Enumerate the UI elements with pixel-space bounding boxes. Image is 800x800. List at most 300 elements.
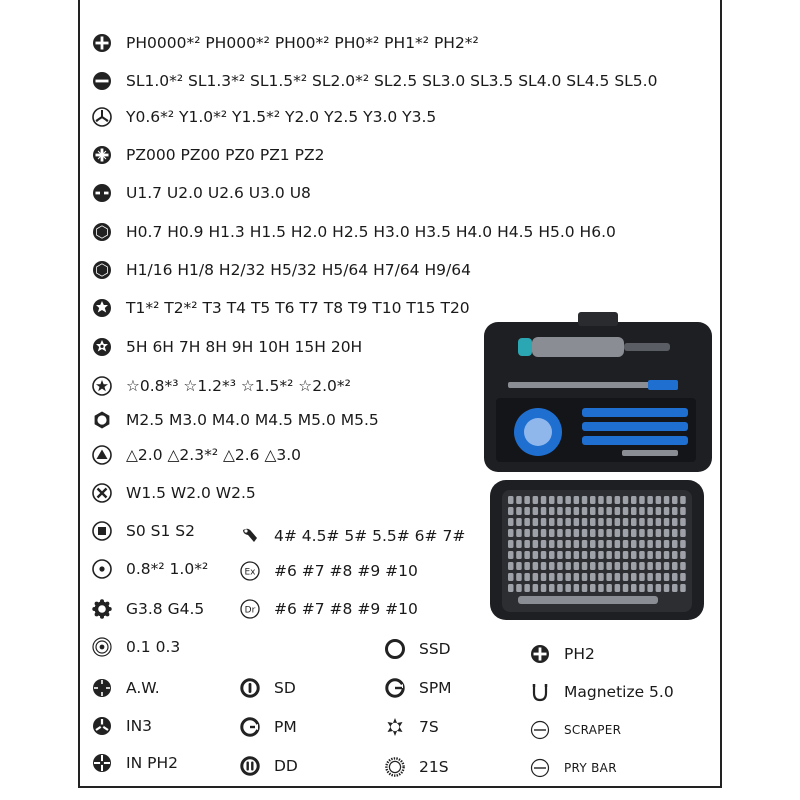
- bit: [598, 573, 604, 581]
- bit: [516, 551, 522, 559]
- bit: [590, 496, 596, 504]
- cell-magnetize: [530, 677, 674, 707]
- u-type-sizes: U1.7 U2.0 U2.6 U3.0 U8: [126, 184, 311, 202]
- drill-icon: [240, 599, 260, 619]
- phillips-icon: [92, 33, 112, 53]
- bit: [672, 529, 678, 537]
- bit: [557, 496, 563, 504]
- pm-label: PM: [274, 718, 297, 736]
- bit: [516, 573, 522, 581]
- hex-inch-sizes: H1/16 H1/8 H2/32 H5/32 H5/64 H7/64 H9/64: [126, 261, 471, 279]
- torx-sizes: T1*² T2*² T3 T4 T5 T6 T7 T8 T9 T10 T15 T20: [126, 299, 470, 317]
- row-hex-metric: [92, 217, 616, 247]
- row-drill: [240, 594, 418, 624]
- row-torx: [92, 293, 470, 323]
- ring-sizes: 0.1 0.3: [126, 638, 181, 656]
- sevens-label: 7S: [419, 718, 439, 736]
- bit: [656, 496, 662, 504]
- bit: [590, 573, 596, 581]
- bit: [639, 507, 645, 515]
- ph2-icon: [530, 644, 550, 664]
- bit: [508, 529, 514, 537]
- bit: [647, 518, 653, 526]
- bit: [549, 529, 555, 537]
- row-slotted: [92, 66, 657, 96]
- hex-icon: [92, 222, 112, 242]
- bit: [524, 529, 530, 537]
- bit: [656, 518, 662, 526]
- bit: [516, 507, 522, 515]
- bit: [565, 529, 571, 537]
- pm-icon: [240, 717, 260, 737]
- bit: [549, 518, 555, 526]
- bit: [672, 551, 678, 559]
- bit: [598, 507, 604, 515]
- torx-icon: [92, 298, 112, 318]
- dot-sizes: 0.8*² 1.0*²: [126, 560, 209, 578]
- seven-star-icon: [385, 717, 405, 737]
- ph2-label: PH2: [564, 645, 595, 663]
- gear-icon: [92, 599, 112, 619]
- inph2-label: IN PH2: [126, 754, 178, 772]
- ring-icon: [92, 637, 112, 657]
- bit: [672, 496, 678, 504]
- bit: [631, 551, 637, 559]
- bit: [656, 562, 662, 570]
- bit: [590, 540, 596, 548]
- bit: [508, 573, 514, 581]
- bit: [582, 518, 588, 526]
- row-u-type: [92, 178, 311, 208]
- bit: [508, 551, 514, 559]
- bit: [606, 529, 612, 537]
- bit: [557, 507, 563, 515]
- inph2-icon: [92, 753, 112, 773]
- bit: [549, 496, 555, 504]
- row-torx-hollow: [92, 332, 362, 362]
- bit: [508, 562, 514, 570]
- torx-hollow-sizes: 5H 6H 7H 8H 9H 10H 15H 20H: [126, 338, 363, 356]
- tri-wing-icon: [92, 107, 112, 127]
- bit: [672, 518, 678, 526]
- pozidriv-sizes: PZ000 PZ00 PZ0 PZ1 PZ2: [126, 146, 325, 164]
- bit: [533, 573, 539, 581]
- bit: [623, 529, 629, 537]
- bit: [565, 584, 571, 592]
- bit: [549, 507, 555, 515]
- socket-icon: [92, 410, 112, 430]
- row-triangle: [92, 440, 301, 470]
- bit: [565, 573, 571, 581]
- bit: [656, 584, 662, 592]
- bit: [647, 573, 653, 581]
- bit: [549, 573, 555, 581]
- row-dot: [92, 554, 208, 584]
- bit: [574, 584, 580, 592]
- bit: [565, 540, 571, 548]
- bit: [606, 562, 612, 570]
- scraper-icon: [530, 720, 550, 740]
- pentalobe-sizes: ☆0.8*³ ☆1.2*³ ☆1.5*² ☆2.0*²: [126, 377, 351, 395]
- bit: [574, 529, 580, 537]
- bit: [574, 540, 580, 548]
- bit: [631, 573, 637, 581]
- row-pozidriv: [92, 140, 324, 170]
- bit: [516, 562, 522, 570]
- bit: [615, 573, 621, 581]
- row-ring: [92, 632, 180, 662]
- bit: [533, 562, 539, 570]
- bit: [549, 540, 555, 548]
- bit: [557, 529, 563, 537]
- bit: [647, 529, 653, 537]
- bit: [664, 551, 670, 559]
- bit: [672, 507, 678, 515]
- row-hash: [240, 521, 465, 551]
- bit: [615, 518, 621, 526]
- bit: [533, 584, 539, 592]
- bit: [656, 529, 662, 537]
- bit: [647, 540, 653, 548]
- sd-icon: [240, 678, 260, 698]
- bit: [524, 518, 530, 526]
- bit: [590, 551, 596, 559]
- bit: [631, 518, 637, 526]
- row-phillips: [92, 28, 479, 58]
- bit: [639, 496, 645, 504]
- bit: [549, 551, 555, 559]
- triangle-icon: [92, 445, 112, 465]
- row-socket: [92, 405, 379, 435]
- dd-label: DD: [274, 757, 298, 775]
- extractor-icon: [240, 561, 260, 581]
- bit: [656, 507, 662, 515]
- cell-in3: [92, 711, 152, 741]
- bit: [524, 573, 530, 581]
- slotted-icon: [92, 71, 112, 91]
- bit: [615, 562, 621, 570]
- bit: [615, 529, 621, 537]
- bit: [533, 529, 539, 537]
- phillips-sizes: PH0000*² PH000*² PH00*² PH0*² PH1*² PH2*²: [126, 34, 479, 52]
- row-gear: [92, 594, 204, 624]
- bit: [598, 562, 604, 570]
- bit: [582, 562, 588, 570]
- bit: [524, 507, 530, 515]
- cell-ph2: [530, 639, 595, 669]
- bit: [664, 518, 670, 526]
- bit: [524, 551, 530, 559]
- bit: [582, 507, 588, 515]
- bit: [647, 496, 653, 504]
- bit: [615, 584, 621, 592]
- bit: [582, 551, 588, 559]
- bit: [508, 540, 514, 548]
- bit: [508, 496, 514, 504]
- bit: [574, 518, 580, 526]
- bit: [664, 496, 670, 504]
- bit: [574, 496, 580, 504]
- row-extractor: [240, 556, 418, 586]
- u-type-icon: [92, 183, 112, 203]
- socket-sizes: M2.5 M3.0 M4.0 M4.5 M5.0 M5.5: [126, 411, 379, 429]
- bit: [680, 562, 686, 570]
- bit: [623, 562, 629, 570]
- bit: [664, 573, 670, 581]
- bit: [623, 551, 629, 559]
- bit: [516, 496, 522, 504]
- cell-sd: [240, 673, 296, 703]
- bit: [590, 507, 596, 515]
- bit: [590, 562, 596, 570]
- bit: [598, 518, 604, 526]
- bit: [606, 551, 612, 559]
- bit: [615, 496, 621, 504]
- bit: [680, 496, 686, 504]
- bit: [623, 573, 629, 581]
- bit: [557, 551, 563, 559]
- bit: [598, 496, 604, 504]
- bit: [606, 496, 612, 504]
- bit: [664, 562, 670, 570]
- magnet-icon: [530, 682, 550, 702]
- bit: [647, 562, 653, 570]
- bit: [565, 551, 571, 559]
- bit: [606, 518, 612, 526]
- bit: [557, 584, 563, 592]
- sd-label: SD: [274, 679, 296, 697]
- bit: [680, 540, 686, 548]
- slotted-sizes: SL1.0*² SL1.3*² SL1.5*² SL2.0*² SL2.5 SL3.0 SL3.5 SL4.0 SL4.5 SL5.0: [126, 72, 658, 90]
- bit: [647, 551, 653, 559]
- bit: [623, 507, 629, 515]
- bit: [656, 573, 662, 581]
- toolkit-case-image: [478, 310, 714, 626]
- in3-label: IN3: [126, 717, 153, 735]
- bit: [582, 529, 588, 537]
- bit: [639, 562, 645, 570]
- bit: [533, 540, 539, 548]
- bit: [631, 496, 637, 504]
- bit: [639, 518, 645, 526]
- bit: [639, 584, 645, 592]
- hex-metric-sizes: H0.7 H0.9 H1.3 H1.5 H2.0 H2.5 H3.0 H3.5 H4.0 H4.5 H5.0 H6.0: [126, 223, 616, 241]
- row-pentalobe: [92, 371, 351, 401]
- bit: [631, 562, 637, 570]
- bit: [623, 518, 629, 526]
- ssd-label: SSD: [419, 640, 451, 658]
- cell-scraper: [530, 715, 621, 745]
- cross-x-icon: [92, 483, 112, 503]
- bit: [680, 584, 686, 592]
- bit: [664, 584, 670, 592]
- pentalobe-icon: [92, 376, 112, 396]
- bit: [664, 540, 670, 548]
- dot-icon: [92, 559, 112, 579]
- pry-bar-icon: [530, 758, 550, 778]
- bit: [598, 529, 604, 537]
- gear-sizes: G3.8 G4.5: [126, 600, 205, 618]
- bit: [582, 584, 588, 592]
- cell-spm: [385, 673, 452, 703]
- bit: [565, 507, 571, 515]
- extractor-sizes: #6 #7 #8 #9 #10: [274, 562, 418, 580]
- bit: [680, 507, 686, 515]
- bit: [574, 573, 580, 581]
- bit: [606, 540, 612, 548]
- bit: [541, 507, 547, 515]
- bit: [582, 540, 588, 548]
- cell-inph2: [92, 748, 178, 778]
- bit: [606, 507, 612, 515]
- in3-icon: [92, 716, 112, 736]
- bit: [631, 529, 637, 537]
- bit: [516, 518, 522, 526]
- bit: [623, 496, 629, 504]
- aw-label: A.W.: [126, 679, 160, 697]
- bit: [533, 518, 539, 526]
- bit: [574, 562, 580, 570]
- square-icon: [92, 521, 112, 541]
- spm-label: SPM: [419, 679, 452, 697]
- bit: [615, 507, 621, 515]
- bit: [541, 562, 547, 570]
- bit: [639, 540, 645, 548]
- bit: [606, 573, 612, 581]
- bit: [615, 551, 621, 559]
- hash-sizes: 4# 4.5# 5# 5.5# 6# 7#: [274, 527, 466, 545]
- row-tri-wing: [92, 102, 436, 132]
- cell-aw: [92, 673, 160, 703]
- square-sizes: S0 S1 S2: [126, 522, 195, 540]
- tri-wing-sizes: Y0.6*² Y1.0*² Y1.5*² Y2.0 Y2.5 Y3.0 Y3.5: [126, 108, 437, 126]
- bit: [541, 551, 547, 559]
- bit: [541, 584, 547, 592]
- bit: [508, 584, 514, 592]
- bit: [647, 507, 653, 515]
- bit: [557, 562, 563, 570]
- bit: [615, 540, 621, 548]
- bit: [631, 540, 637, 548]
- ssd-icon: [385, 639, 405, 659]
- bit: [656, 551, 662, 559]
- bit: [524, 540, 530, 548]
- bit: [549, 562, 555, 570]
- bit: [680, 529, 686, 537]
- bit: [516, 529, 522, 537]
- bit: [549, 584, 555, 592]
- bit: [680, 518, 686, 526]
- bit: [533, 496, 539, 504]
- bit: [664, 507, 670, 515]
- bit: [565, 562, 571, 570]
- bit: [516, 584, 522, 592]
- bit: [508, 518, 514, 526]
- row-square: [92, 516, 195, 546]
- bit: [565, 496, 571, 504]
- bit: [672, 573, 678, 581]
- bit: [590, 518, 596, 526]
- bit: [508, 507, 514, 515]
- bit: [541, 518, 547, 526]
- bit: [582, 496, 588, 504]
- bit: [516, 540, 522, 548]
- bit: [533, 507, 539, 515]
- torx-hollow-icon: [92, 337, 112, 357]
- bit: [606, 584, 612, 592]
- bit: [524, 562, 530, 570]
- bit: [639, 551, 645, 559]
- aw-icon: [92, 678, 112, 698]
- magnetize-label: Magnetize 5.0: [564, 683, 674, 701]
- spline-icon: [385, 757, 405, 777]
- bit: [541, 496, 547, 504]
- spm-icon: [385, 678, 405, 698]
- bit: [582, 573, 588, 581]
- bit: [672, 562, 678, 570]
- hex-inch-icon: [92, 260, 112, 280]
- cell-dd: [240, 751, 298, 781]
- bit: [557, 540, 563, 548]
- drill-sizes: #6 #7 #8 #9 #10: [274, 600, 418, 618]
- bit: [565, 518, 571, 526]
- bit: [598, 540, 604, 548]
- cell-21s: [385, 752, 449, 782]
- bit: [656, 540, 662, 548]
- bit: [647, 584, 653, 592]
- bit: [623, 540, 629, 548]
- row-hex-inch: [92, 255, 471, 285]
- bit: [680, 573, 686, 581]
- bit: [623, 584, 629, 592]
- twentyones-label: 21S: [419, 758, 449, 776]
- wrench-icon: [240, 526, 260, 546]
- cell-ssd: [385, 634, 451, 664]
- bit: [557, 573, 563, 581]
- dd-icon: [240, 756, 260, 776]
- scraper-label: SCRAPER: [564, 723, 622, 737]
- bit: [590, 584, 596, 592]
- bit: [639, 573, 645, 581]
- svg-text:Ex: Ex: [244, 567, 256, 578]
- prybar-label: PRY BAR: [564, 761, 617, 775]
- bit: [598, 551, 604, 559]
- bit: [590, 529, 596, 537]
- w-type-sizes: W1.5 W2.0 W2.5: [126, 484, 256, 502]
- bit: [639, 529, 645, 537]
- cell-prybar: [530, 753, 617, 783]
- triangle-sizes: △2.0 △2.3*² △2.6 △3.0: [126, 446, 302, 464]
- cell-pm: [240, 712, 297, 742]
- bit: [541, 540, 547, 548]
- bit: [631, 507, 637, 515]
- bit: [672, 540, 678, 548]
- cell-7s: [385, 712, 439, 742]
- row-w-type: [92, 478, 256, 508]
- bit: [631, 584, 637, 592]
- bit: [541, 573, 547, 581]
- bit: [533, 551, 539, 559]
- bit: [541, 529, 547, 537]
- bit: [557, 518, 563, 526]
- bit: [672, 584, 678, 592]
- bit: [574, 507, 580, 515]
- bit: [664, 529, 670, 537]
- bit: [680, 551, 686, 559]
- bit: [574, 551, 580, 559]
- bit: [524, 584, 530, 592]
- bit: [598, 584, 604, 592]
